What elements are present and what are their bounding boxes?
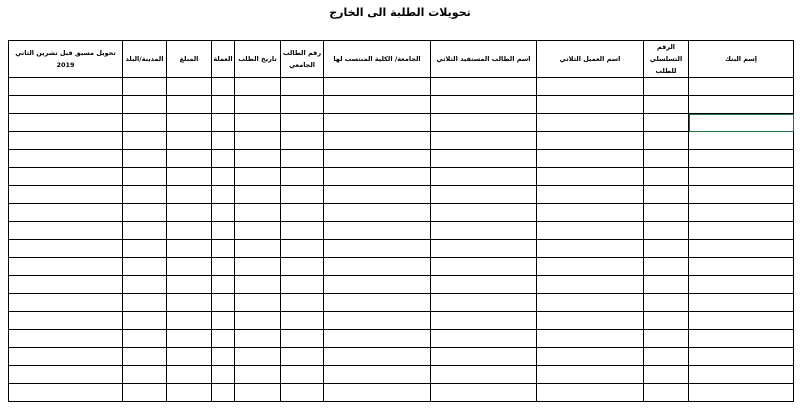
table-cell[interactable]	[212, 294, 235, 312]
table-cell[interactable]	[167, 78, 212, 96]
table-cell[interactable]	[537, 240, 644, 258]
table-cell[interactable]	[689, 78, 794, 96]
table-cell[interactable]	[167, 312, 212, 330]
table-cell[interactable]	[689, 240, 794, 258]
table-cell[interactable]	[235, 330, 281, 348]
table-cell[interactable]	[123, 294, 167, 312]
table-cell[interactable]	[537, 168, 644, 186]
table-cell[interactable]	[235, 258, 281, 276]
table-cell[interactable]	[431, 330, 537, 348]
table-row	[9, 150, 794, 168]
table-cell[interactable]	[123, 204, 167, 222]
table-cell[interactable]	[281, 132, 324, 150]
table-cell[interactable]	[167, 96, 212, 114]
table-cell[interactable]	[431, 384, 537, 402]
table-cell[interactable]	[537, 384, 644, 402]
table-row	[9, 168, 794, 186]
table-cell[interactable]	[9, 348, 123, 366]
table-cell[interactable]	[324, 78, 431, 96]
table-cell[interactable]	[167, 150, 212, 168]
table-cell[interactable]	[689, 276, 794, 294]
table-cell[interactable]	[212, 132, 235, 150]
table-cell[interactable]	[324, 186, 431, 204]
table-cell[interactable]	[235, 312, 281, 330]
table-row	[9, 258, 794, 276]
table-cell[interactable]	[212, 186, 235, 204]
table-cell[interactable]	[123, 114, 167, 132]
table-cell[interactable]	[235, 186, 281, 204]
table-cell[interactable]	[644, 330, 689, 348]
header-amount[interactable]: المبلغ	[167, 41, 212, 78]
table-cell[interactable]	[212, 348, 235, 366]
table-cell[interactable]	[167, 114, 212, 132]
table-cell[interactable]	[123, 276, 167, 294]
table-cell[interactable]	[644, 132, 689, 150]
table-cell[interactable]	[324, 258, 431, 276]
table-cell[interactable]	[431, 132, 537, 150]
table-row	[9, 96, 794, 114]
transfers-table	[8, 40, 794, 402]
table-cell[interactable]	[644, 150, 689, 168]
table-cell[interactable]	[281, 168, 324, 186]
table-cell[interactable]	[123, 132, 167, 150]
table-cell[interactable]	[123, 78, 167, 96]
table-cell[interactable]	[281, 204, 324, 222]
table-cell[interactable]	[281, 384, 324, 402]
table-cell[interactable]	[324, 276, 431, 294]
table-cell[interactable]	[281, 258, 324, 276]
table-cell[interactable]	[537, 366, 644, 384]
table-cell[interactable]	[212, 96, 235, 114]
table-cell[interactable]	[324, 114, 431, 132]
table-cell[interactable]	[689, 168, 794, 186]
table-cell[interactable]	[167, 132, 212, 150]
table-cell[interactable]	[235, 384, 281, 402]
table-cell[interactable]	[644, 222, 689, 240]
table-cell[interactable]	[281, 348, 324, 366]
table-cell[interactable]	[644, 384, 689, 402]
header-university[interactable]: الجامعة/ الكلية المنتسب لها	[324, 41, 431, 78]
table-cell[interactable]	[167, 330, 212, 348]
table-cell[interactable]	[167, 186, 212, 204]
table-cell[interactable]	[123, 186, 167, 204]
table-cell[interactable]	[235, 348, 281, 366]
table-cell[interactable]	[123, 330, 167, 348]
table-cell[interactable]	[123, 366, 167, 384]
table-cell[interactable]	[281, 330, 324, 348]
table-cell[interactable]	[537, 258, 644, 276]
table-cell[interactable]	[431, 276, 537, 294]
table-cell[interactable]	[431, 222, 537, 240]
table-cell[interactable]	[537, 276, 644, 294]
table-cell[interactable]	[235, 240, 281, 258]
table-cell[interactable]	[212, 78, 235, 96]
table-cell[interactable]	[281, 150, 324, 168]
table-cell[interactable]	[212, 114, 235, 132]
table-row	[9, 294, 794, 312]
table-cell[interactable]	[281, 114, 324, 132]
header-serial-number[interactable]: الرقم التسلسلي للطلب	[644, 41, 689, 78]
table-cell[interactable]	[167, 240, 212, 258]
header-city-country[interactable]: المدينة/البلد	[123, 41, 167, 78]
table-cell[interactable]	[9, 258, 123, 276]
table-cell[interactable]	[644, 168, 689, 186]
table-row	[9, 222, 794, 240]
table-row	[9, 240, 794, 258]
table-cell[interactable]	[537, 204, 644, 222]
table-cell[interactable]	[644, 276, 689, 294]
table-cell[interactable]	[9, 330, 123, 348]
table-cell[interactable]	[537, 294, 644, 312]
table-cell[interactable]	[212, 240, 235, 258]
table-cell[interactable]	[644, 96, 689, 114]
table-cell[interactable]	[281, 276, 324, 294]
table-cell[interactable]	[644, 312, 689, 330]
table-cell[interactable]	[235, 222, 281, 240]
table-cell[interactable]	[167, 294, 212, 312]
table-cell[interactable]	[689, 384, 794, 402]
table-cell[interactable]	[281, 78, 324, 96]
header-currency[interactable]: العملة	[212, 41, 235, 78]
table-cell[interactable]	[689, 294, 794, 312]
header-client-name[interactable]: اسم العميل الثلاثي	[537, 41, 644, 78]
table-cell[interactable]	[281, 240, 324, 258]
table-row	[9, 366, 794, 384]
table-cell[interactable]	[9, 150, 123, 168]
table-cell[interactable]	[431, 96, 537, 114]
table-cell[interactable]	[167, 348, 212, 366]
table-cell[interactable]	[689, 222, 794, 240]
table-cell[interactable]	[324, 222, 431, 240]
table-cell[interactable]	[167, 384, 212, 402]
table-cell[interactable]	[324, 366, 431, 384]
table-row	[9, 204, 794, 222]
table-row	[9, 186, 794, 204]
table-cell[interactable]	[324, 384, 431, 402]
table-cell[interactable]	[9, 186, 123, 204]
table-cell[interactable]	[324, 294, 431, 312]
table-cell[interactable]	[431, 366, 537, 384]
table-cell[interactable]	[235, 78, 281, 96]
table-cell[interactable]	[212, 312, 235, 330]
table-cell[interactable]	[212, 150, 235, 168]
table-cell[interactable]	[235, 132, 281, 150]
table-cell[interactable]	[235, 96, 281, 114]
table-cell[interactable]	[123, 150, 167, 168]
table-cell[interactable]	[324, 348, 431, 366]
table-cell[interactable]	[431, 114, 537, 132]
header-row	[9, 41, 794, 78]
table-cell[interactable]	[431, 186, 537, 204]
table-row	[9, 384, 794, 402]
table-cell[interactable]	[123, 222, 167, 240]
table-cell[interactable]	[212, 168, 235, 186]
table-cell[interactable]	[324, 240, 431, 258]
table-cell[interactable]	[235, 204, 281, 222]
table-cell[interactable]	[281, 294, 324, 312]
table-row	[9, 348, 794, 366]
table-cell[interactable]	[167, 168, 212, 186]
table-cell[interactable]	[689, 366, 794, 384]
table-cell[interactable]	[324, 132, 431, 150]
table-cell[interactable]	[537, 150, 644, 168]
table-cell[interactable]	[689, 186, 794, 204]
table-cell[interactable]	[644, 240, 689, 258]
table-cell[interactable]	[167, 204, 212, 222]
table-cell[interactable]	[167, 366, 212, 384]
table-cell[interactable]	[644, 348, 689, 366]
table-cell[interactable]	[431, 204, 537, 222]
table-cell[interactable]	[537, 96, 644, 114]
table-cell[interactable]	[644, 258, 689, 276]
table-cell[interactable]	[9, 78, 123, 96]
table-cell[interactable]	[324, 312, 431, 330]
table-cell[interactable]	[123, 96, 167, 114]
table-cell[interactable]	[644, 78, 689, 96]
table-cell[interactable]	[431, 240, 537, 258]
table-cell[interactable]	[537, 78, 644, 96]
table-cell[interactable]	[324, 330, 431, 348]
table-cell[interactable]	[281, 366, 324, 384]
table-cell[interactable]	[324, 204, 431, 222]
selected-cell[interactable]	[689, 114, 794, 132]
table-cell[interactable]	[431, 168, 537, 186]
table-cell[interactable]	[123, 240, 167, 258]
table-cell[interactable]	[212, 222, 235, 240]
table-cell[interactable]	[431, 150, 537, 168]
table-cell[interactable]	[9, 312, 123, 330]
table-cell[interactable]	[537, 114, 644, 132]
header-student-name[interactable]: اسم الطالب المستفيد الثلاثي	[431, 41, 537, 78]
page-title: تحويلات الطلبة الى الخارج	[329, 6, 471, 19]
header-student-id[interactable]: رقم الطالب الجامعي	[281, 41, 324, 78]
table-cell[interactable]	[537, 348, 644, 366]
table-row	[9, 276, 794, 294]
table-cell[interactable]	[431, 348, 537, 366]
table-row	[9, 132, 794, 150]
table-cell[interactable]	[431, 258, 537, 276]
table-cell[interactable]	[689, 150, 794, 168]
table-cell[interactable]	[537, 186, 644, 204]
table-cell[interactable]	[167, 276, 212, 294]
table-cell[interactable]	[689, 312, 794, 330]
table-cell[interactable]	[212, 204, 235, 222]
table-cell[interactable]	[689, 204, 794, 222]
table-cell[interactable]	[9, 96, 123, 114]
table-cell[interactable]	[212, 330, 235, 348]
table-cell[interactable]	[281, 186, 324, 204]
table-cell[interactable]	[431, 312, 537, 330]
table-cell[interactable]	[235, 150, 281, 168]
table-cell[interactable]	[9, 384, 123, 402]
table-cell[interactable]	[123, 312, 167, 330]
table-cell[interactable]	[537, 222, 644, 240]
table-cell[interactable]	[281, 312, 324, 330]
table-cell[interactable]	[537, 312, 644, 330]
table-cell[interactable]	[281, 96, 324, 114]
table-cell[interactable]	[689, 348, 794, 366]
header-request-date[interactable]: تاريخ الطلب	[235, 41, 281, 78]
table-row	[9, 330, 794, 348]
table-cell[interactable]	[9, 366, 123, 384]
table-cell[interactable]	[212, 384, 235, 402]
table-cell[interactable]	[644, 186, 689, 204]
table-cell[interactable]	[9, 276, 123, 294]
table-cell[interactable]	[123, 384, 167, 402]
table-cell[interactable]	[689, 330, 794, 348]
table-row	[9, 114, 794, 132]
table-cell[interactable]	[9, 204, 123, 222]
table-cell[interactable]	[689, 96, 794, 114]
header-prior-transfer[interactable]: تحويل مسبق قبل تشرين الثاني 2019	[9, 41, 123, 78]
table-cell[interactable]	[235, 168, 281, 186]
table-body	[9, 78, 794, 402]
table-cell[interactable]	[644, 204, 689, 222]
table-cell[interactable]	[431, 294, 537, 312]
table-cell[interactable]	[235, 276, 281, 294]
table-cell[interactable]	[281, 222, 324, 240]
table-cell[interactable]	[9, 132, 123, 150]
table-cell[interactable]	[9, 114, 123, 132]
table-cell[interactable]	[9, 240, 123, 258]
table-cell[interactable]	[235, 366, 281, 384]
table-row	[9, 78, 794, 96]
table-cell[interactable]	[644, 294, 689, 312]
table-cell[interactable]	[689, 132, 794, 150]
table-cell[interactable]	[324, 168, 431, 186]
table-cell[interactable]	[324, 96, 431, 114]
table-cell[interactable]	[537, 132, 644, 150]
table-cell[interactable]	[167, 258, 212, 276]
table-cell[interactable]	[537, 330, 644, 348]
table-cell[interactable]	[644, 366, 689, 384]
table-cell[interactable]	[644, 114, 689, 132]
table-cell[interactable]	[235, 294, 281, 312]
table-cell[interactable]	[9, 222, 123, 240]
table-row	[9, 312, 794, 330]
table-cell[interactable]	[167, 222, 212, 240]
table-cell[interactable]	[212, 366, 235, 384]
table-cell[interactable]	[431, 78, 537, 96]
table-cell[interactable]	[123, 168, 167, 186]
table-cell[interactable]	[123, 348, 167, 366]
table-cell[interactable]	[235, 114, 281, 132]
header-bank-name[interactable]: إسم البنك	[689, 41, 794, 78]
table-cell[interactable]	[324, 150, 431, 168]
table-cell[interactable]	[212, 276, 235, 294]
table-cell[interactable]	[9, 294, 123, 312]
table-cell[interactable]	[212, 258, 235, 276]
table-cell[interactable]	[123, 258, 167, 276]
table-cell[interactable]	[689, 258, 794, 276]
table-cell[interactable]	[9, 168, 123, 186]
